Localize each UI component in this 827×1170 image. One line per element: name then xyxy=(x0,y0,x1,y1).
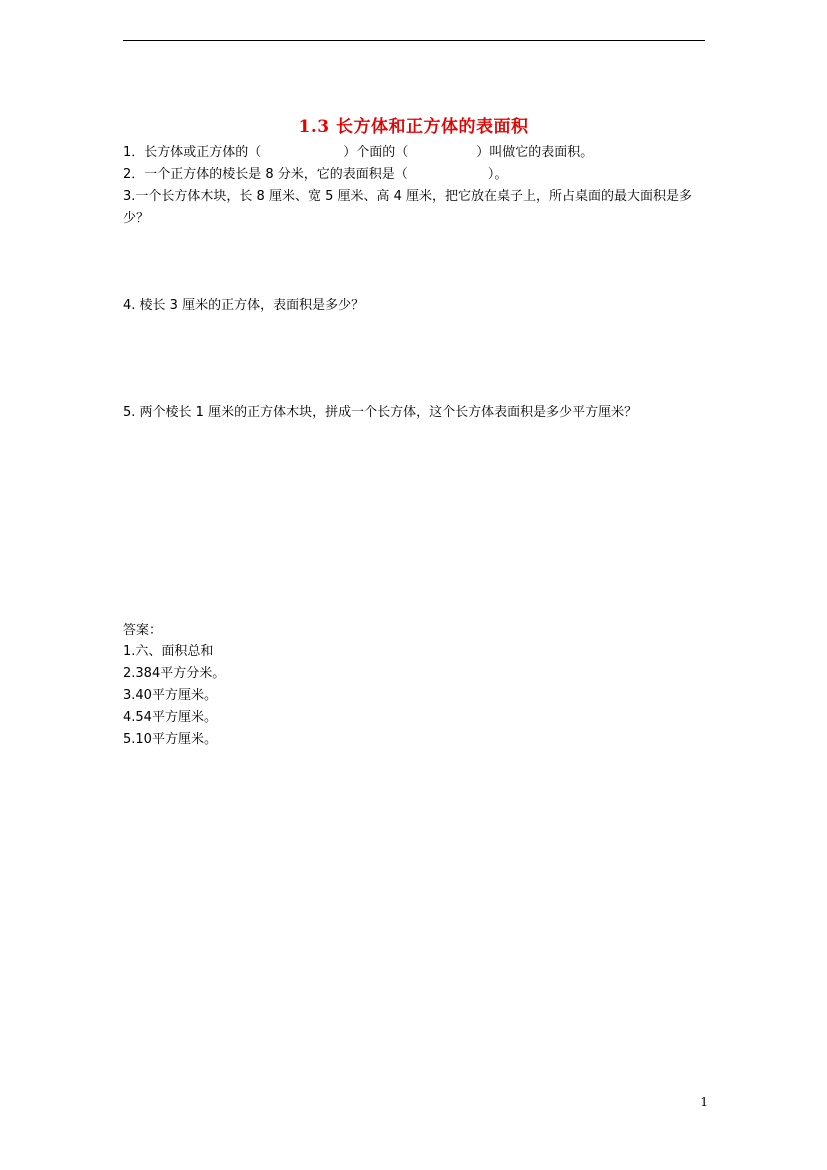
answers-heading: 答案： xyxy=(123,623,163,638)
page-number: 1 xyxy=(700,1095,708,1109)
answer-3: 3.40平方厘米。 xyxy=(123,688,217,703)
question-1-suffix: ）叫做它的表面积。 xyxy=(476,145,594,160)
answer-5: 5.10平方厘米。 xyxy=(123,732,217,747)
document-title: 1.3 长方体和正方体的表面积 xyxy=(298,117,529,137)
answer-4: 4.54平方厘米。 xyxy=(123,710,217,725)
question-5: 5. 两个棱长 1 厘米的正方体木块，拼成一个长方体，这个长方体表面积是多少平方厘米？ xyxy=(123,405,638,420)
header-rule xyxy=(123,40,705,41)
question-1-middle: ）个面的（ xyxy=(343,145,409,160)
question-1 xyxy=(123,142,713,164)
answer-2: 2.384平方分米。 xyxy=(123,666,226,681)
question-2 xyxy=(123,164,713,186)
answer-1: 1.六、面积总和 xyxy=(123,644,214,659)
question-2-prefix: 2．一个正方体的棱长是 8 分米，它的表面积是（ xyxy=(123,167,408,182)
question-2-suffix: ）。 xyxy=(487,167,508,182)
question-1-prefix: 1．长方体或正方体的（ xyxy=(123,145,262,160)
question-4: 4. 棱长 3 厘米的正方体，表面积是多少？ xyxy=(123,298,365,313)
question-3: 3.一个长方体木块，长 8 厘米、宽 5 厘米、高 4 厘米，把它放在桌子上，所占桌面的最大面积是多少？ xyxy=(123,189,693,226)
